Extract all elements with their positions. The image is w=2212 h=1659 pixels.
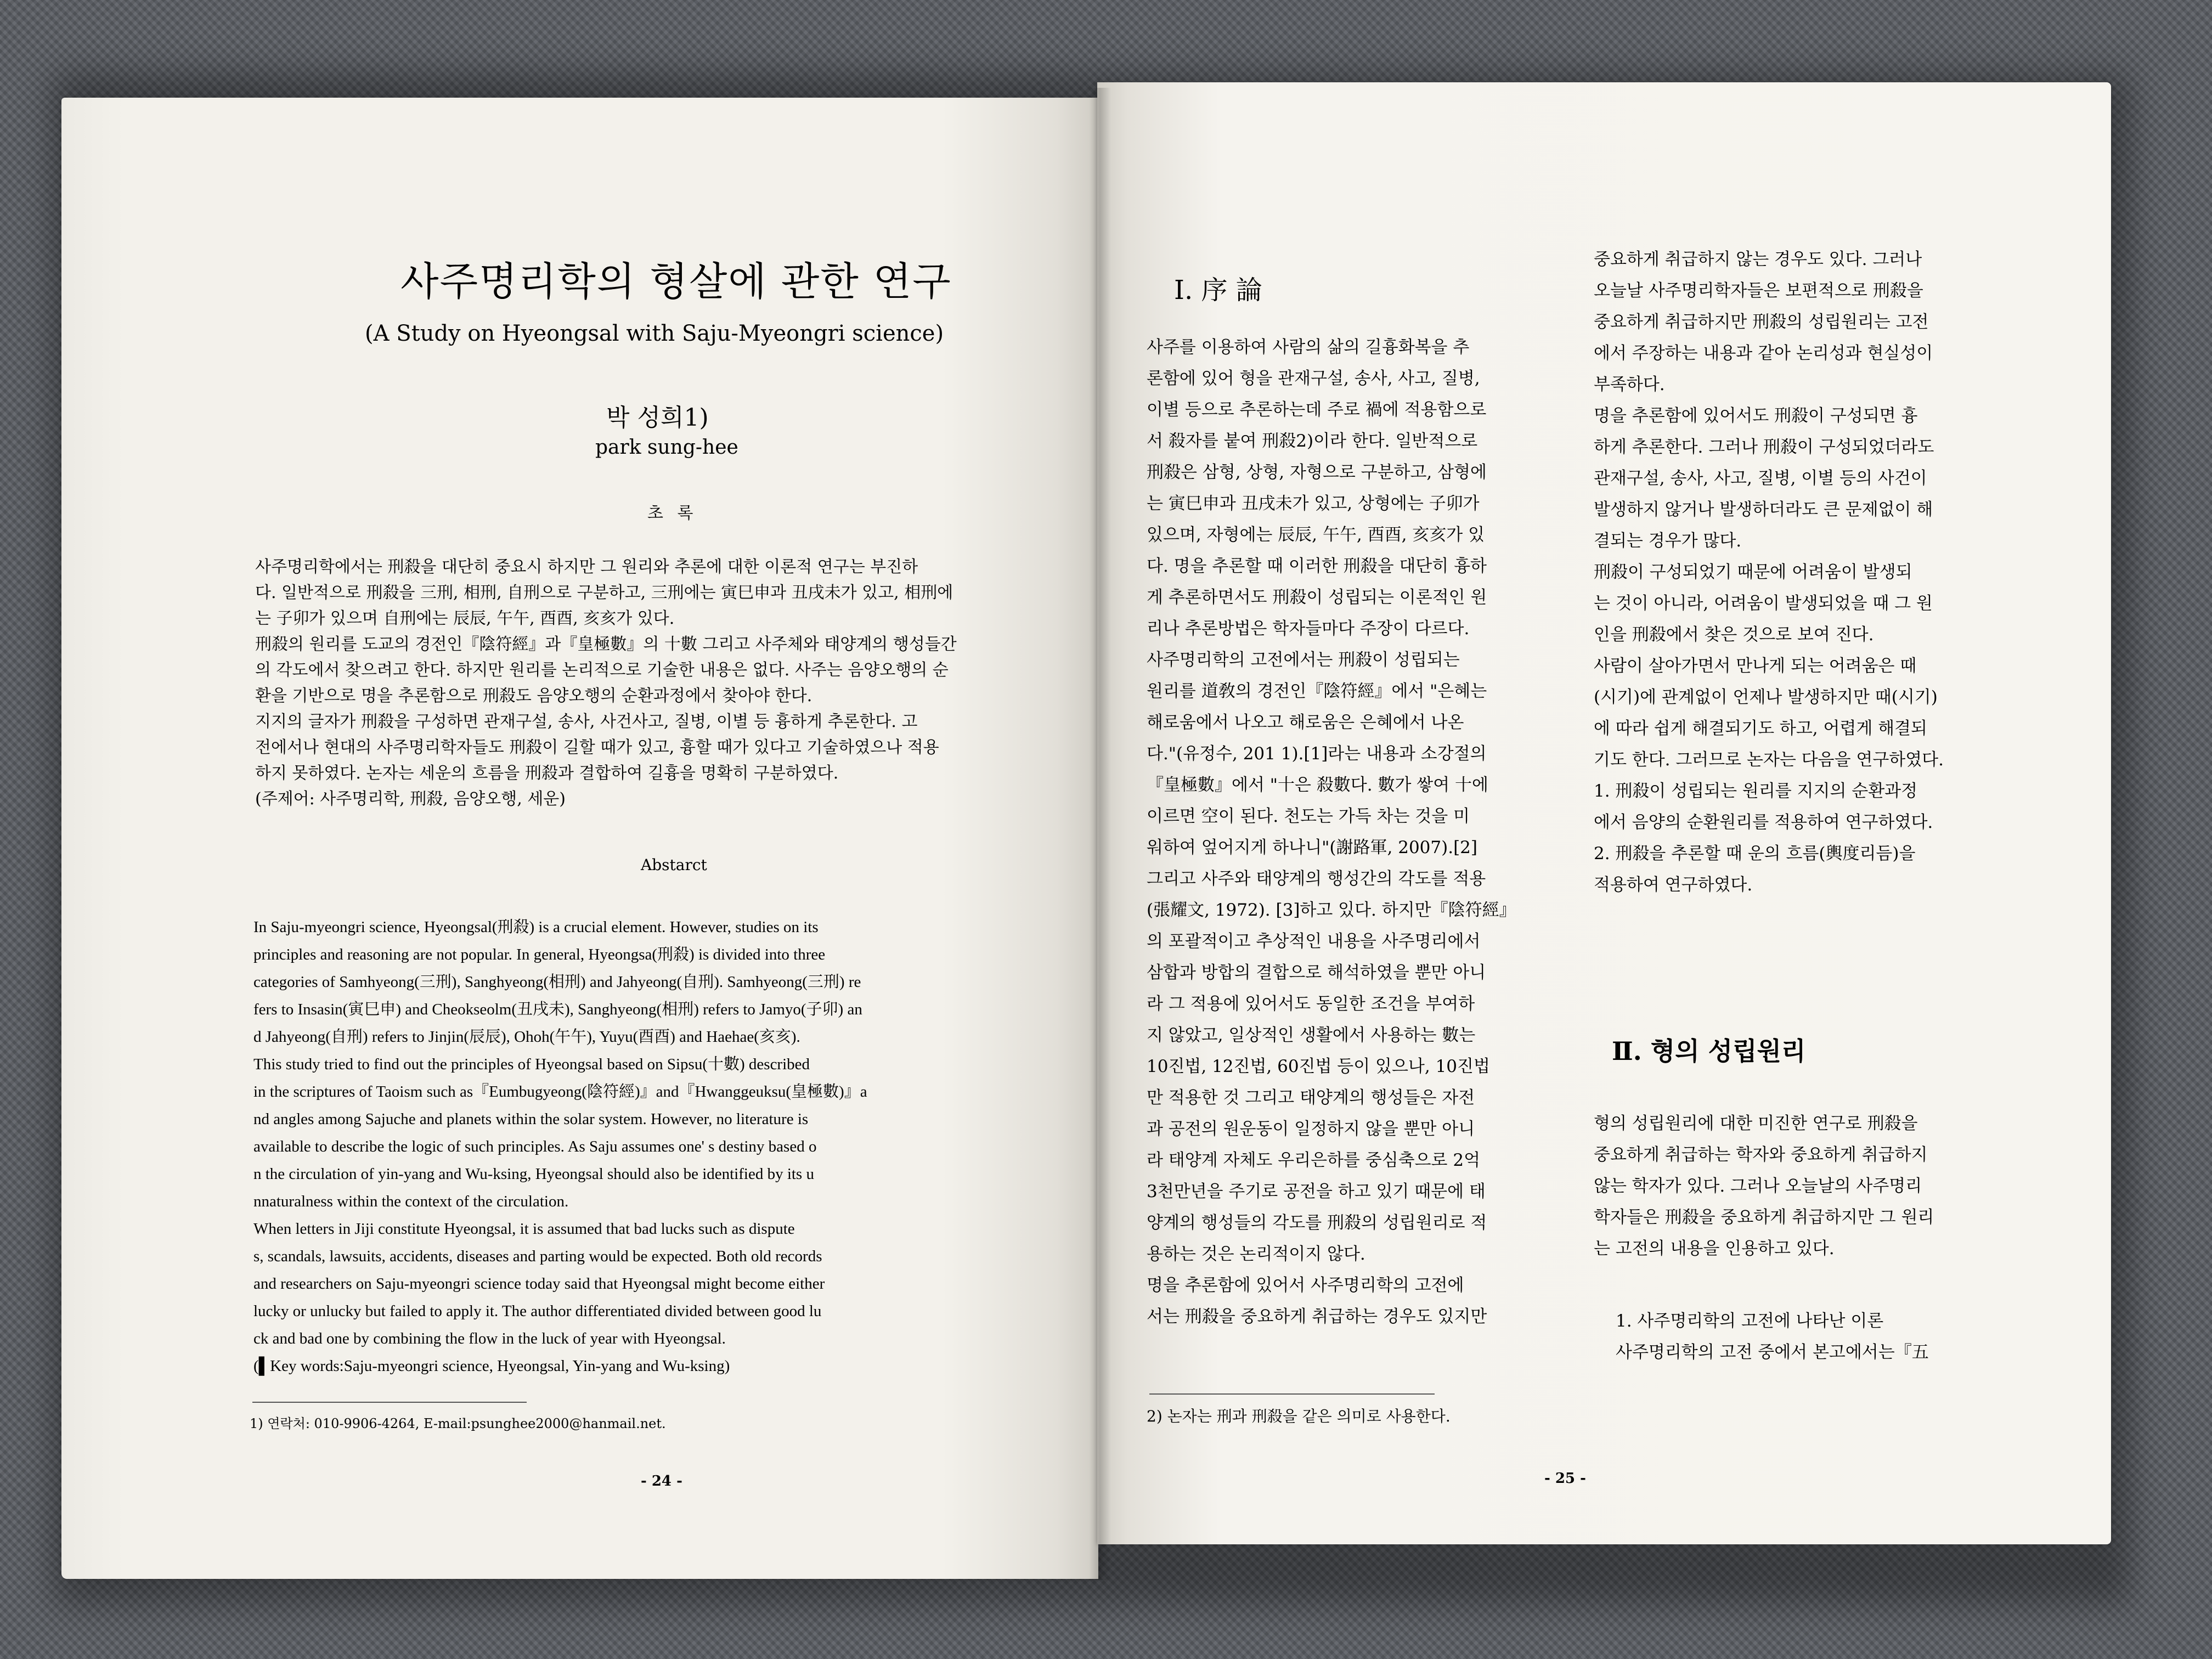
abstract-line: available to describe the logic of such principles. As Saju assumes one' s destiny based o	[253, 1138, 817, 1155]
body-line: 사주명리학의 고전 중에서 본고에서는『五	[1616, 1342, 1929, 1362]
keywords-line: (▌Key words:Saju-myeongri science, Hyeongsal, Yin-yang and Wu-ksing)	[253, 1357, 730, 1375]
body-line: 중요하게 취급하지 않는 경우도 있다. 그러나	[1594, 250, 1922, 269]
body-line: 부족하다.	[1594, 375, 1665, 394]
body-line: 지 않았고, 일상적인 생활에서 사용하는 數는	[1147, 1025, 1476, 1045]
body-line: 刑殺이 구성되었기 때문에 어려움이 발생되	[1594, 562, 1912, 582]
body-line: 사주명리학의 고전에서는 刑殺이 성립되는	[1147, 650, 1460, 670]
body-line: 다."(유정수, 201 1).[1]라는 내용과 소강절의	[1147, 744, 1487, 764]
body-line: 게 추론하면서도 刑殺이 성립되는 이론적인 원	[1147, 588, 1487, 607]
body-line: 과 공전의 원운동이 일정하지 않을 뿐만 아니	[1147, 1119, 1475, 1139]
body-line: 이르면 空이 된다. 천도는 가득 차는 것을 미	[1147, 806, 1470, 826]
body-line: 관재구설, 송사, 사고, 질병, 이별 등의 사건이	[1594, 469, 1927, 488]
body-line: 사주를 이용하여 사람의 삶의 길흉화복을 추	[1147, 337, 1470, 357]
body-line: (시기)에 관계없이 언제나 발생하지만 때(시기)	[1594, 687, 1938, 707]
body-line: 명을 추론함에 있어서 사주명리학의 고전에	[1147, 1276, 1464, 1295]
body-line: 3천만년을 주기로 공전을 하고 있기 때문에 태	[1147, 1182, 1486, 1201]
subsection-heading: 1. 사주명리학의 고전에 나타난 이론	[1616, 1311, 1884, 1331]
abstract-line: 지지의 글자가 刑殺을 구성하면 관재구설, 송사, 사건사고, 질병, 이별 등 흉하게 추론한다. 고	[255, 712, 918, 731]
author-name-english: park sung-hee	[595, 436, 738, 459]
body-line: 사람이 살아가면서 만나게 되는 어려움은 때	[1594, 656, 1917, 676]
body-column-2-section-2	[1594, 1108, 2022, 1265]
body-line: 라 그 적용에 있어서도 동일한 조건을 부여하	[1147, 994, 1475, 1014]
section-1-heading: Ⅰ. 序 論	[1174, 275, 1262, 306]
english-abstract-heading: Abstarct	[641, 856, 707, 874]
body-line: 인을 刑殺에서 찾은 것으로 보여 진다.	[1594, 625, 1874, 645]
body-line: 이별 등으로 추론하는데 주로 禍에 적용함으로	[1147, 400, 1487, 420]
body-line: 에서 주장하는 내용과 같아 논리성과 현실성이	[1594, 343, 1933, 363]
body-line: 2. 刑殺을 추론할 때 운의 흐름(輿度리듬)을	[1594, 844, 1916, 864]
korean-abstract-heading: 초 록	[647, 504, 698, 523]
body-line: 삼합과 방합의 결합으로 해석하였을 뿐만 아니	[1147, 963, 1486, 983]
keywords-line: (주제어: 사주명리학, 刑殺, 음양오행, 세운)	[255, 789, 566, 809]
body-line: 하게 추론한다. 그러나 刑殺이 구성되었더라도	[1594, 437, 1934, 457]
body-line: (張耀文, 1972). [3]하고 있다. 하지만『陰符經』	[1147, 900, 1516, 920]
abstract-line: categories of Samhyeong(三刑), Sanghyeong(相刑) and Jahyeong(自刑). Samhyeong(三刑) re	[253, 973, 861, 991]
body-line: 해로움에서 나오고 해로움은 은혜에서 나온	[1147, 713, 1464, 732]
footnote-definition: 2) 논자는 刑과 刑殺을 같은 의미로 사용한다.	[1147, 1407, 1451, 1425]
page-number-right: - 25 -	[1544, 1470, 1586, 1487]
body-line: 리나 추론방법은 학자들마다 주장이 다르다.	[1147, 619, 1470, 639]
body-line: 10진법, 12진법, 60진법 등이 있으나, 10진법	[1147, 1057, 1490, 1076]
abstract-line: principles and reasoning are not popular. In general, Hyeongsa(刑殺) is divided into three	[253, 946, 826, 963]
section-2-heading: Ⅱ. 형의 성립원리	[1612, 1036, 1806, 1066]
body-column-2-subsection	[1616, 1306, 2044, 1368]
abstract-line: lucky or unlucky but failed to apply it. The author differentiated divided between good lu	[253, 1302, 822, 1320]
book-spine	[1089, 88, 1111, 1580]
footnote-contact: 1) 연락처: 010-9906-4264, E-mail:psunghee2000@hanmail.net.	[250, 1416, 666, 1431]
abstract-line: n the circulation of yin-yang and Wu-ksing, Hyeongsal should also be identified by its u	[253, 1165, 814, 1183]
body-line: 워하여 엎어지게 하나니"(謝路軍, 2007).[2]	[1147, 838, 1477, 857]
body-line: 는 고전의 내용을 인용하고 있다.	[1594, 1239, 1835, 1259]
abstract-line: and researchers on Saju-myeongri science today said that Hyeongsal might become either	[253, 1275, 825, 1293]
body-line: 명을 추론함에 있어서도 刑殺이 구성되면 흉	[1594, 406, 1918, 426]
abstract-line: 다. 일반적으로 刑殺을 三刑, 相刑, 自刑으로 구분하고, 三刑에는 寅巳申과 丑戌未가 있고, 相刑에	[255, 583, 953, 602]
abstract-line: 는 子卯가 있으며 自刑에는 辰辰, 午午, 酉酉, 亥亥가 있다.	[255, 609, 675, 628]
body-line: 의 포괄적이고 추상적인 내용을 사주명리에서	[1147, 932, 1481, 951]
abstract-line: 전에서나 현대의 사주명리학자들도 刑殺이 길할 때가 있고, 흉할 때가 있다고 기술하였으나 적용	[255, 738, 939, 757]
abstract-line: s, scandals, lawsuits, accidents, diseases and parting would be expected. Both old records	[253, 1248, 822, 1265]
body-line: 형의 성립원리에 대한 미진한 연구로 刑殺을	[1594, 1114, 1918, 1133]
abstract-line: In Saju-myeongri science, Hyeongsal(刑殺) is a crucial element. However, studies on its	[253, 918, 819, 936]
abstract-line: nnaturalness within the context of the circulation.	[253, 1193, 569, 1210]
abstract-line: 환을 기반으로 명을 추론함으로 刑殺도 음양오행의 순환과정에서 찾아야 한다.	[255, 686, 812, 706]
body-line: 다. 명을 추론할 때 이러한 刑殺을 대단히 흉하	[1147, 556, 1487, 576]
body-line: 라 태양계 자체도 우리은하를 중심축으로 2억	[1147, 1150, 1481, 1170]
body-line: 용하는 것은 논리적이지 않다.	[1147, 1244, 1365, 1264]
abstract-line: When letters in Jiji constitute Hyeongsal, it is assumed that bad lucks such as dispute	[253, 1220, 795, 1238]
body-line: 서 殺자를 붙여 刑殺2)이라 한다. 일반적으로	[1147, 431, 1478, 451]
abstract-line: 의 각도에서 찾으려고 한다. 하지만 원리를 논리적으로 기술한 내용은 없다. 사주는 음양오행의 순	[255, 661, 949, 680]
abstract-line: 刑殺의 원리를 도교의 경전인『陰符經』과『皇極數』의 十數 그리고 사주체와 태양계의 행성들간	[255, 635, 957, 654]
body-column-2	[1594, 244, 2022, 901]
abstract-line: nd angles among Sajuche and planets within the solar system. However, no literature is	[253, 1110, 809, 1128]
abstract-line: ck and bad one by combining the flow in the luck of year with Hyeongsal.	[253, 1330, 726, 1347]
abstract-line: 사주명리학에서는 刑殺을 대단히 중요시 하지만 그 원리와 추론에 대한 이론적 연구는 부진하	[255, 557, 918, 577]
body-line: 에 따라 쉽게 해결되기도 하고, 어렵게 해결되	[1594, 719, 1928, 738]
body-line: 원리를 道敎의 경전인『陰符經』에서 "은혜는	[1147, 681, 1487, 701]
body-line: 서는 刑殺을 중요하게 취급하는 경우도 있지만	[1147, 1307, 1487, 1327]
body-line: 오늘날 사주명리학자들은 보편적으로 刑殺을	[1594, 281, 1923, 301]
body-line: 론함에 있어 형을 관재구설, 송사, 사고, 질병,	[1147, 369, 1480, 388]
body-line: 중요하게 취급하는 학자와 중요하게 취급하지	[1594, 1145, 1928, 1165]
body-line: 결되는 경우가 많다.	[1594, 531, 1742, 551]
paper-title-english: (A Study on Hyeongsal with Saju-Myeongri science)	[365, 321, 944, 346]
abstract-line: 하지 못하였다. 논자는 세운의 흐름을 刑殺과 결합하여 길흉을 명확히 구분하였다.	[255, 764, 839, 783]
body-line: 양계의 행성들의 각도를 刑殺의 성립원리로 적	[1147, 1213, 1487, 1233]
body-line: 적용하여 연구하였다.	[1594, 875, 1753, 895]
body-line: 기도 한다. 그러므로 논자는 다음을 연구하였다.	[1594, 750, 1944, 770]
body-line: 않는 학자가 있다. 그러나 오늘날의 사주명리	[1594, 1176, 1922, 1196]
body-line: 발생하지 않거나 발생하더라도 큰 문제없이 해	[1594, 500, 1933, 520]
abstract-line: d Jahyeong(自刑) refers to Jinjin(辰辰), Ohoh(午午), Yuyu(酉酉) and Haehae(亥亥).	[253, 1028, 800, 1046]
body-line: 학자들은 刑殺을 중요하게 취급하지만 그 원리	[1594, 1207, 1934, 1227]
abstract-line: fers to Insasin(寅巳申) and Cheokseolm(丑戌未), Sanghyeong(相刑) refers to Jamyo(子卯) an	[253, 1001, 862, 1018]
abstract-line: in the scriptures of Taoism such as『Eumbugyeong(陰符經)』and『Hwanggeuksu(皇極數)』a	[253, 1083, 867, 1101]
body-line: 중요하게 취급하지만 刑殺의 성립원리는 고전	[1594, 312, 1929, 332]
body-line: 에서 음양의 순환원리를 적용하여 연구하였다.	[1594, 812, 1933, 832]
body-line: 그리고 사주와 태양계의 행성간의 각도를 적용	[1147, 869, 1486, 889]
footnote-divider	[252, 1402, 527, 1403]
body-line: 는 寅巳申과 丑戌未가 있고, 상형에는 子卯가	[1147, 494, 1480, 514]
footnote-divider	[1149, 1393, 1435, 1395]
body-line: 『皇極數』에서 "十은 殺數다. 數가 쌓여 十에	[1147, 775, 1488, 795]
paper-title-korean: 사주명리학의 형살에 관한 연구	[400, 258, 952, 304]
korean-abstract	[255, 554, 1067, 812]
body-line: 刑殺은 삼형, 상형, 자형으로 구분하고, 삼형에	[1147, 462, 1487, 482]
english-abstract	[253, 913, 1074, 1380]
page-number-left: - 24 -	[641, 1473, 682, 1489]
body-line: 있으며, 자형에는 辰辰, 午午, 酉酉, 亥亥가 있	[1147, 525, 1485, 545]
body-line: 는 것이 아니라, 어려움이 발생되었을 때 그 원	[1594, 594, 1933, 613]
abstract-line: This study tried to find out the principles of Hyeongsal based on Sipsu(十數) described	[253, 1056, 810, 1073]
body-column-1	[1147, 332, 1547, 1333]
body-line: 1. 刑殺이 성립되는 원리를 지지의 순환과정	[1594, 781, 1918, 801]
body-line: 만 적용한 것 그리고 태양계의 행성들은 자전	[1147, 1088, 1475, 1108]
author-name-korean: 박 성희1)	[606, 404, 709, 432]
